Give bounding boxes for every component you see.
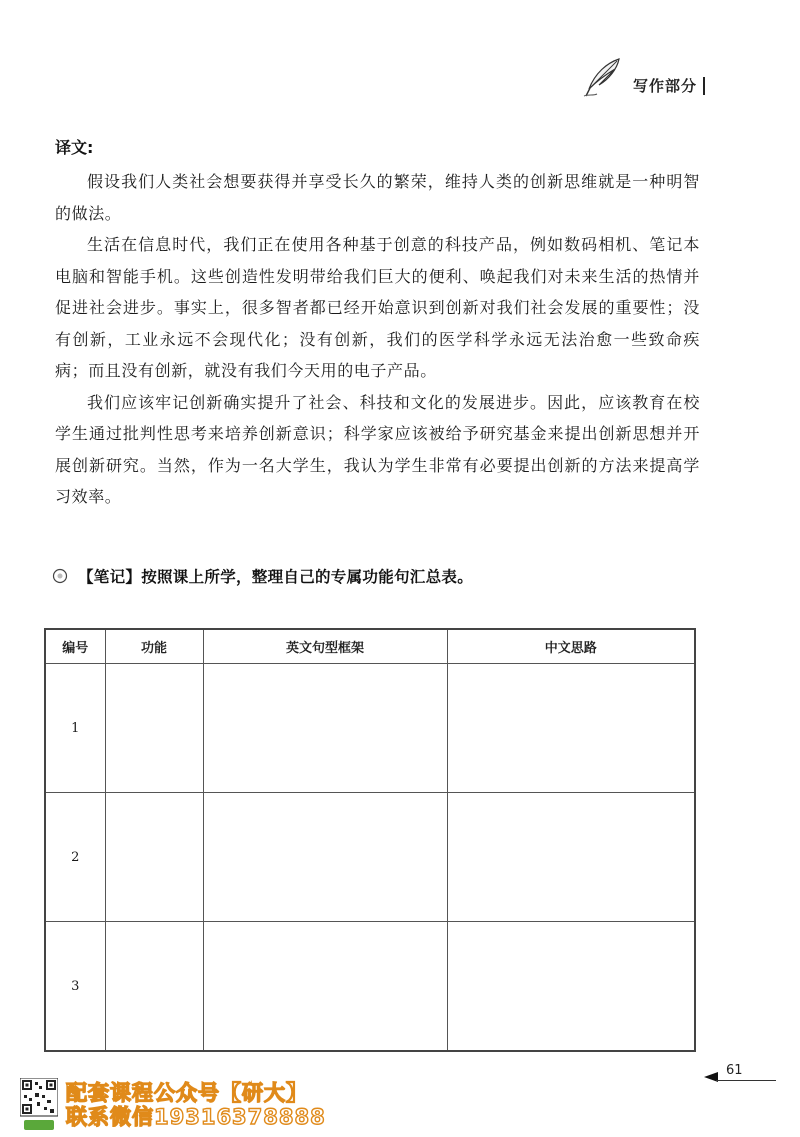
qr-code-icon xyxy=(20,1078,58,1132)
watermark-text xyxy=(66,1081,326,1129)
table-row xyxy=(45,922,695,1052)
col-header-english-pattern: 英文句型框架 xyxy=(203,629,447,664)
row-number: 1 xyxy=(45,664,105,793)
page-number xyxy=(704,1062,743,1082)
col-header-function: 功能 xyxy=(105,629,203,664)
quill-icon xyxy=(581,55,625,99)
section-title: 写作部分 xyxy=(633,77,705,95)
function-cell[interactable] xyxy=(105,664,203,793)
col-header-number: 编号 xyxy=(45,629,105,664)
watermark-line-2: 联系微信19316378888 xyxy=(66,1105,326,1129)
function-cell[interactable] xyxy=(105,922,203,1052)
chinese-idea-cell[interactable] xyxy=(447,922,695,1052)
chinese-idea-cell[interactable] xyxy=(447,664,695,793)
english-pattern-cell[interactable] xyxy=(203,664,447,793)
english-pattern-cell[interactable] xyxy=(203,793,447,922)
function-cell[interactable] xyxy=(105,793,203,922)
function-sentence-table xyxy=(44,628,696,1052)
watermark xyxy=(20,1078,326,1132)
translation-paragraph: 生活在信息时代，我们正在使用各种基于创意的科技产品，例如数码相机、笔记本电脑和智能手机。这些创造性发明带给我们巨大的便利、唤起我们对未来生活的热情并促进社会进步。事实上，很多智者都已经开始意识到创新对我们社会发展的重要性；没有创新，工业永远不会现代化；没有创新，我们的医学科学永远无法治愈一些致命疾病；而且没有创新，就没有我们今天用的电子产品。 xyxy=(55,235,700,380)
note-heading xyxy=(52,565,473,587)
page-header xyxy=(581,55,705,99)
page-number-rule xyxy=(716,1080,776,1081)
row-number: 2 xyxy=(45,793,105,922)
translation-paragraph: 我们应该牢记创新确实提升了社会、科技和文化的发展进步。因此，应该教育在校学生通过批判性思考来培养创新意识；科学家应该被给予研究基金来提出创新思想并开展创新研究。当然，作为一名大学生，我认为学生非常有必要提出创新的方法来提高学习效率。 xyxy=(55,392,700,506)
translation-label: 译文: xyxy=(55,138,94,157)
note-text: 【笔记】按照课上所学，整理自己的专属功能句汇总表。 xyxy=(78,568,474,586)
table-row xyxy=(45,793,695,922)
watermark-line-1: 配套课程公众号【研大】 xyxy=(66,1081,308,1105)
translation-paragraph: 假设我们人类社会想要获得并享受长久的繁荣，维持人类的创新思维就是一种明智的做法。 xyxy=(55,172,700,223)
row-number: 3 xyxy=(45,922,105,1052)
page-number-text: 61 xyxy=(726,1062,743,1078)
table-header-row xyxy=(45,629,695,664)
english-pattern-cell[interactable] xyxy=(203,922,447,1052)
circle-bullet-icon xyxy=(52,568,68,584)
col-header-chinese-idea: 中文思路 xyxy=(447,629,695,664)
chinese-idea-cell[interactable] xyxy=(447,793,695,922)
translation-section xyxy=(55,135,700,513)
table-row xyxy=(45,664,695,793)
